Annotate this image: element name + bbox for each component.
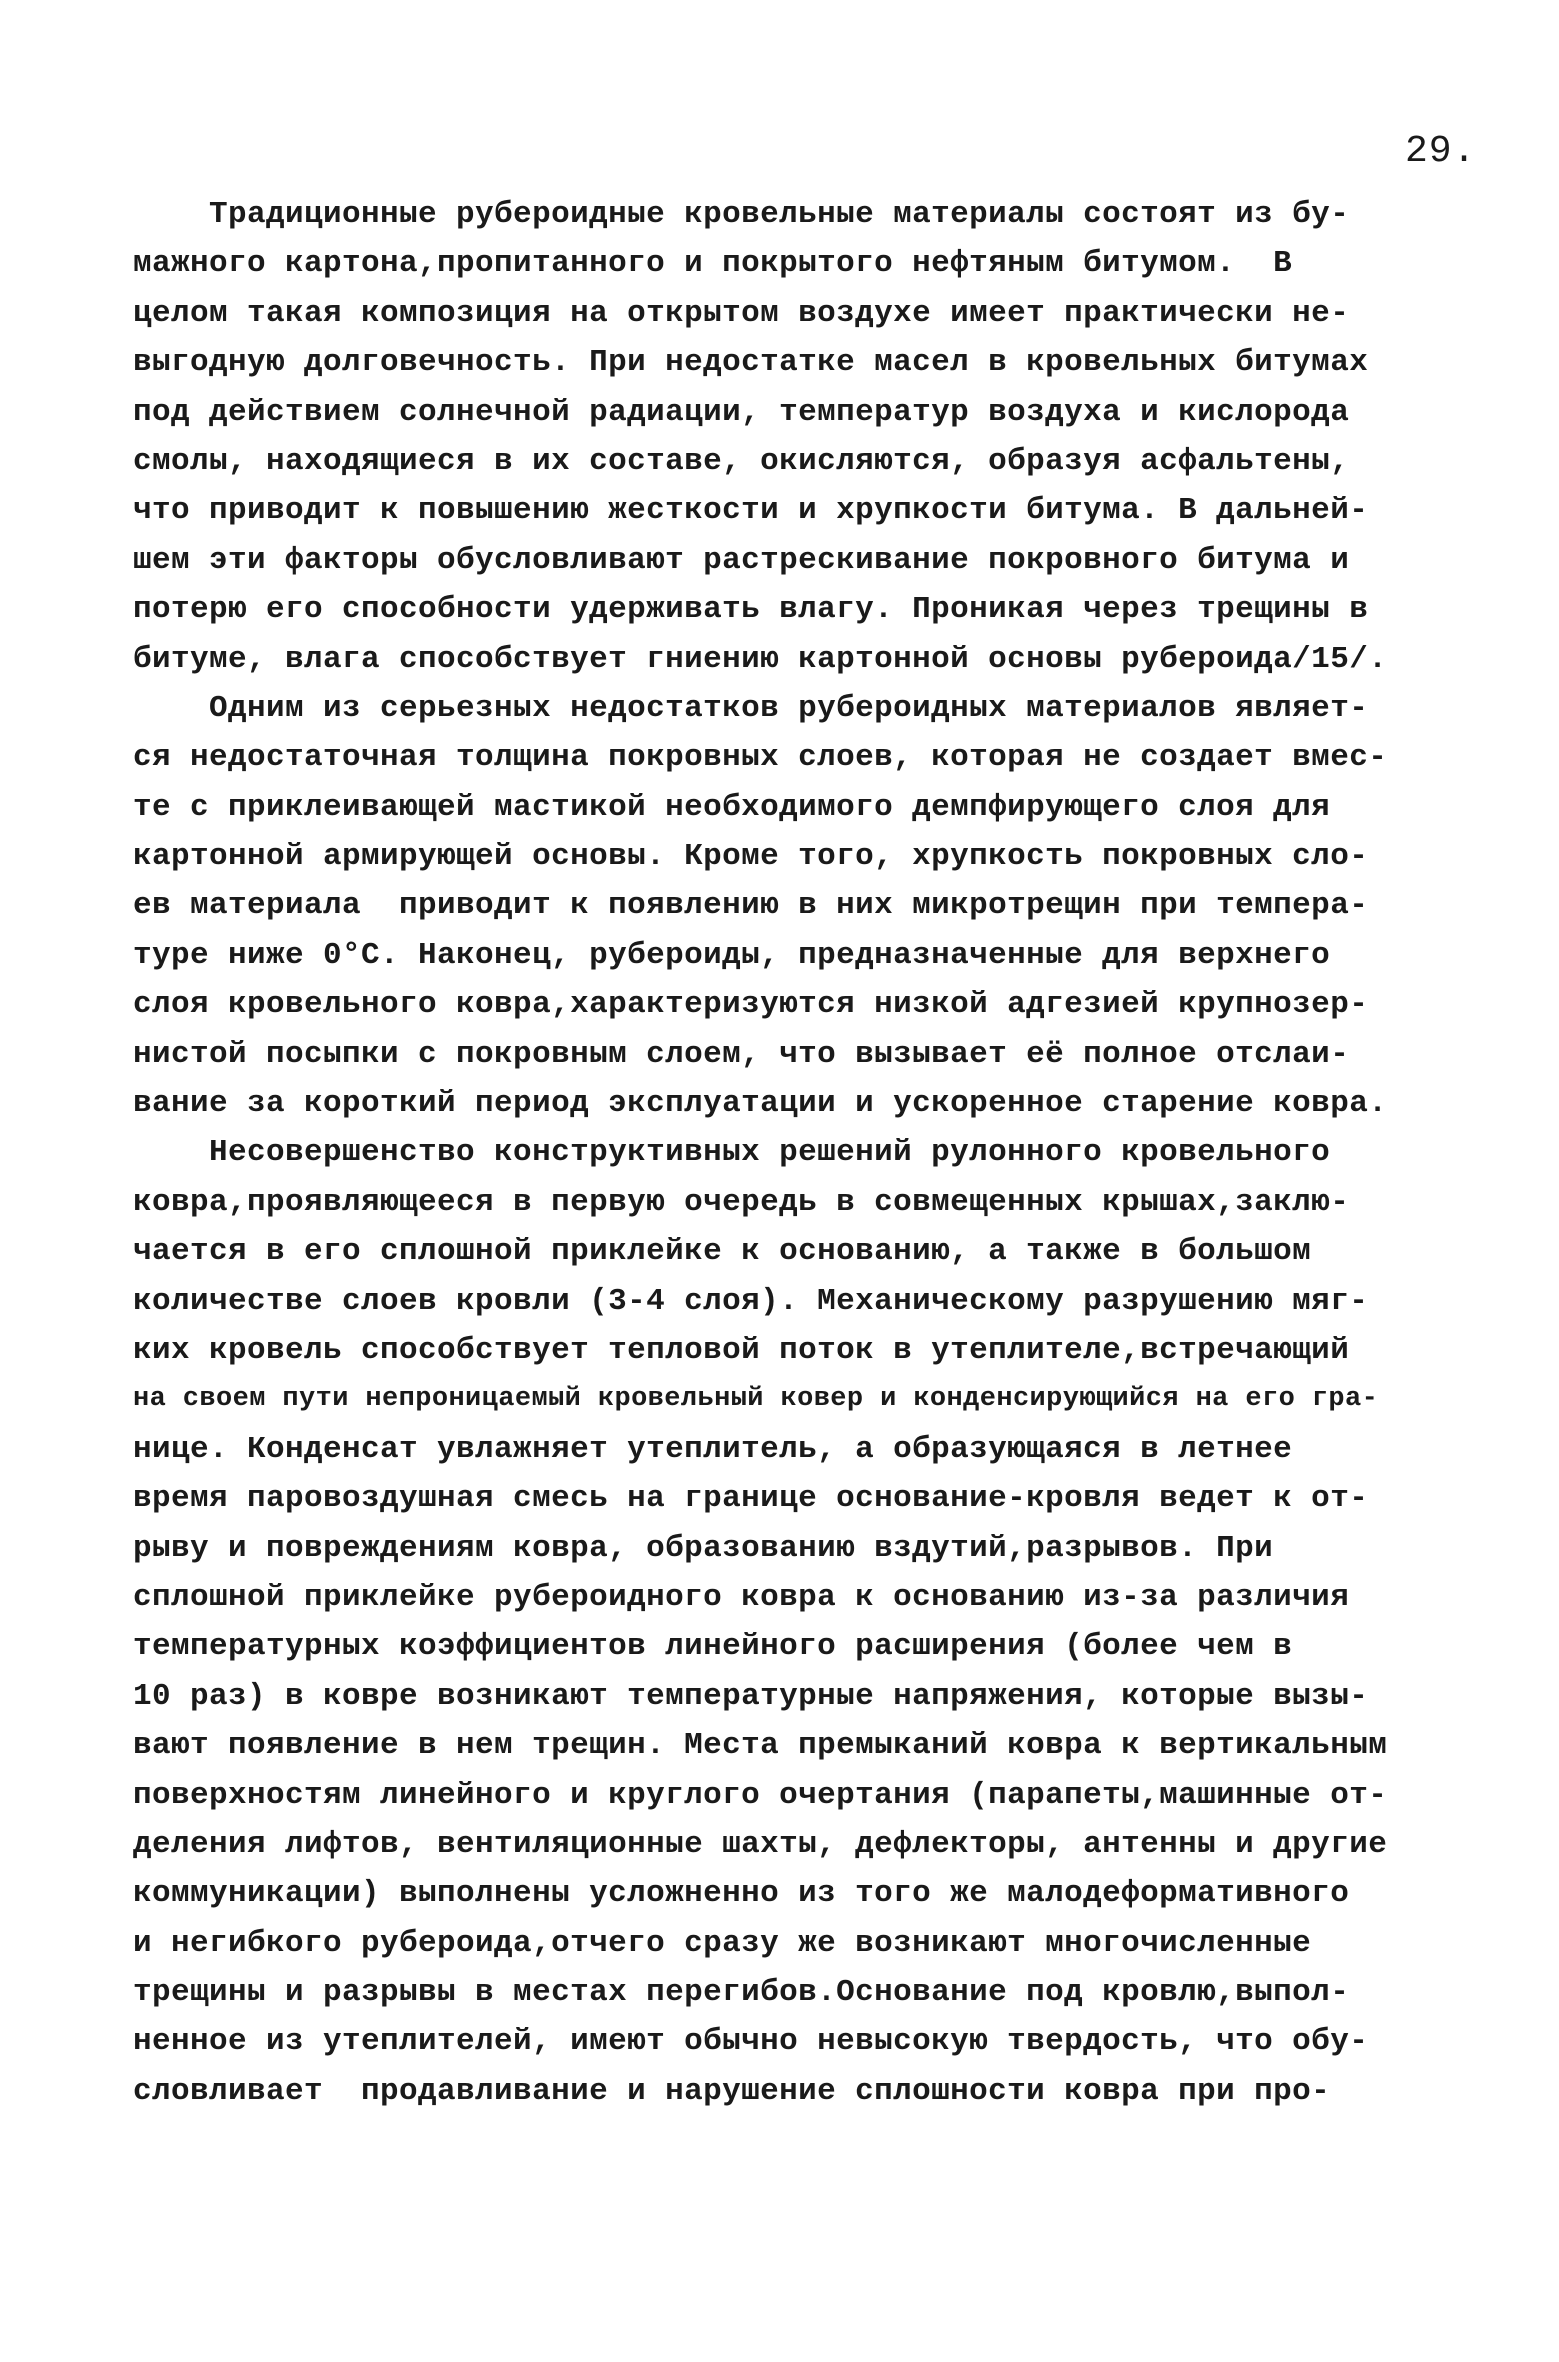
text-line: чается в его сплошной приклейке к основанию, а также в большом [133,1234,1312,1270]
text-line: Традиционные рубероидные кровельные материалы состоят из бу- [133,197,1350,232]
text-line: и негибкого рубероида,отчего сразу же возникают многочисленные [133,1925,1312,1961]
text-line: сплошной приклейке рубероидного ковра к основанию из-за различия [133,1579,1350,1615]
text-line: мажного картона,пропитанного и покрытого нефтяным битумом. В [133,246,1293,282]
text-line: Несовершенство конструктивных решений рулонного кровельного [133,1135,1331,1171]
text-line: ся недостаточная толщина покровных слоев, которая не создает вмес- [133,740,1388,776]
text-line: температурных коэффициентов линейного расширения (более чем в [133,1629,1293,1665]
body-text [133,190,1483,2116]
text-line: выгодную долговечность. При недостатке масел в кровельных битумах [133,345,1369,381]
text-line: количестве слоев кровли (3-4 слоя). Механическому разрушению мяг- [133,1283,1369,1319]
text-line: потерю его способности удерживать влагу. Проникая через трещины в [133,592,1369,628]
page-number: 29. [1405,130,1477,173]
text-line: рыву и повреждениям ковра, образованию вздутий,разрывов. При [133,1530,1274,1566]
text-line: ев материала приводит к появлению в них микротрещин при темпера- [133,888,1369,924]
text-line: вание за короткий период эксплуатации и ускоренное старение ковра. [133,1086,1388,1122]
text-line: трещины и разрывы в местах перегибов.Основание под кровлю,выпол- [133,1975,1350,2011]
text-line: слоя кровельного ковра,характеризуются низкой адгезией крупнозер- [133,987,1369,1023]
text-line: коммуникации) выполнены усложненно из того же малодеформативного [133,1876,1350,1912]
text-line: под действием солнечной радиации, температур воздуха и кислорода [133,394,1350,430]
text-line: поверхностям линейного и круглого очертания (парапеты,машинные от- [133,1777,1388,1813]
text-line: целом такая композиция на открытом воздухе имеет практически не- [133,295,1350,331]
text-line: деления лифтов, вентиляционные шахты, дефлекторы, антенны и другие [133,1826,1388,1862]
text-line: что приводит к повышению жесткости и хрупкости битума. В дальней- [133,493,1369,529]
text-line: словливает продавливание и нарушение сплошности ковра при про- [133,2073,1331,2109]
text-line: 10 раз) в ковре возникают температурные напряжения, которые вызы- [133,1678,1369,1714]
text-line: битуме, влага способствует гниению картонной основы рубероида/15/. [133,641,1388,677]
text-line: Одним из серьезных недостатков рубероидных материалов являет- [133,690,1369,726]
text-line: на своем пути непроницаемый кровельный ковер и конденсирующийся на его гра- [133,1384,1379,1415]
text-line: ких кровель способствует тепловой поток в утеплителе,встречающий [133,1332,1350,1368]
text-line: картонной армирующей основы. Кроме того, хрупкость покровных сло- [133,839,1369,875]
text-line: нице. Конденсат увлажняет утеплитель, а образующаяся в летнее [133,1431,1293,1467]
text-line: шем эти факторы обусловливают растрескивание покровного битума и [133,542,1350,578]
text-line: те с приклеивающей мастикой необходимого демпфирующего слоя для [133,789,1331,825]
text-line: ковра,проявляющееся в первую очередь в совмещенных крышах,заклю- [133,1184,1350,1220]
text-line: время паровоздушная смесь на границе основание-кровля ведет к от- [133,1481,1369,1517]
text-line: ненное из утеплителей, имеют обычно невысокую твердость, что обу- [133,2024,1369,2060]
text-line: смолы, находящиеся в их составе, окисляются, образуя асфальтены, [133,443,1350,479]
text-line: нистой посыпки с покровным слоем, что вызывает её полное отслаи- [133,1036,1350,1072]
text-line: вают появление в нем трещин. Места премыканий ковра к вертикальным [133,1728,1388,1764]
text-line: туре ниже 0°С. Наконец, рубероиды, предназначенные для верхнего [133,937,1331,973]
